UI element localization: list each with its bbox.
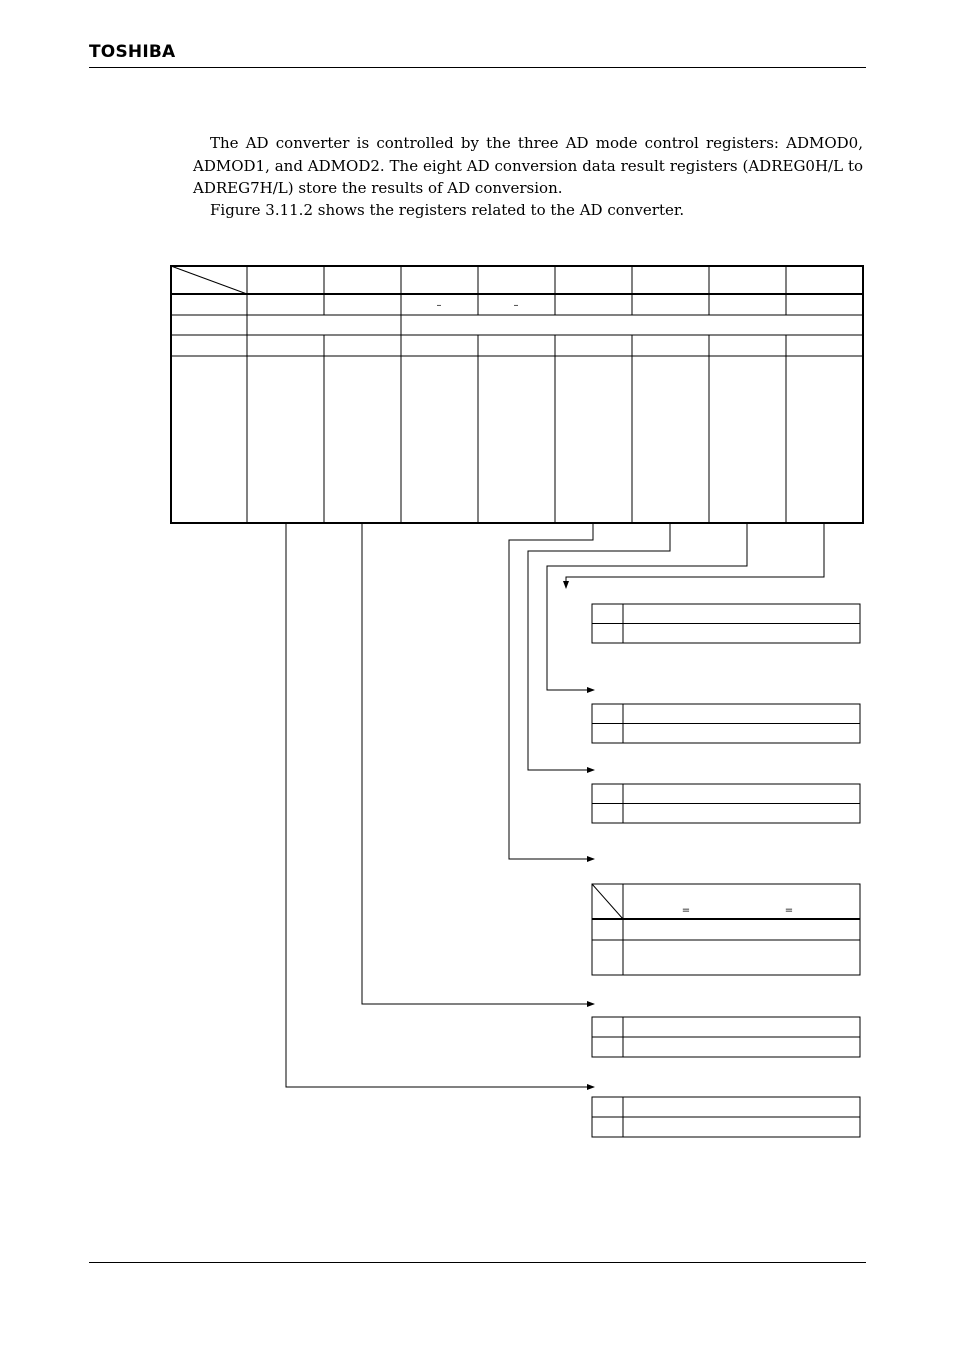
bit0-setting-table bbox=[592, 604, 860, 643]
footer-rule bbox=[89, 1262, 866, 1263]
figure-reference-paragraph: Figure 3.11.2 shows the registers related to the AD converter. bbox=[210, 201, 685, 219]
bit6-setting-table bbox=[592, 1017, 860, 1057]
bit7-setting-table bbox=[592, 1097, 860, 1137]
dash-mark-bit5: – bbox=[436, 300, 442, 311]
equals-mark-left: = bbox=[681, 905, 691, 916]
toshiba-logo: TOSHIBA bbox=[89, 42, 176, 62]
bit-connector-lines bbox=[286, 523, 824, 1087]
bit3-setting-table bbox=[592, 884, 860, 975]
bit1-setting-table bbox=[592, 704, 860, 743]
equals-mark-right: = bbox=[784, 905, 794, 916]
bit2-setting-table bbox=[592, 784, 860, 823]
dash-mark-bit4: – bbox=[513, 300, 519, 311]
intro-paragraph: The AD converter is controlled by the three AD mode control registers: ADMOD0, ADMOD1, and ADMOD2. The eight AD conversion data result registers (ADREG0H/L to ADREG7H/L) store the results of AD conversion. bbox=[193, 134, 863, 197]
